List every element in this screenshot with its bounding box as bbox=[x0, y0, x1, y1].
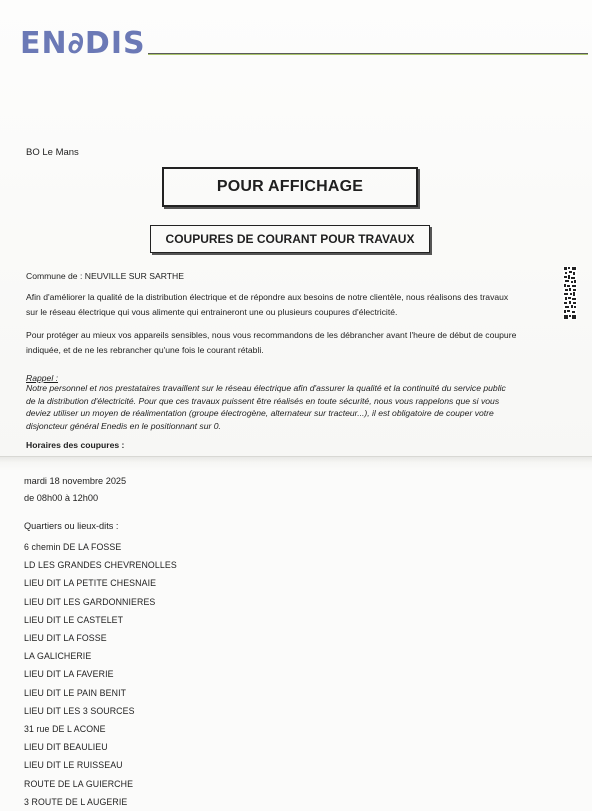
list-item: LD LES GRANDES CHEVRENOLLES bbox=[24, 560, 177, 571]
enedis-logo: EN∂DIS bbox=[20, 26, 146, 61]
list-item: ROUTE DE LA GUIERCHE bbox=[24, 778, 134, 789]
list-item: LIEU DIT LA PETITE CHESNAIE bbox=[24, 578, 157, 589]
rappel-paragraph bbox=[26, 382, 546, 432]
header-rule-accent bbox=[148, 54, 588, 55]
paper-fold bbox=[0, 456, 592, 471]
rappel-line-4: disjoncteur général Enedis en le positionnant sur 0. bbox=[26, 420, 221, 431]
schedule-block bbox=[24, 473, 126, 507]
list-item: LIEU DIT LE CASTELET bbox=[24, 614, 124, 625]
horaires-title: Horaires des coupures : bbox=[26, 440, 125, 450]
intro-line-2: sur le réseau électrique qui vous alimente qui entraineront une ou plusieurs coupures d'électricité. bbox=[26, 307, 398, 317]
advice-paragraph bbox=[26, 328, 566, 358]
commune-label: Commune de : NEUVILLE SUR SARTHE bbox=[26, 271, 184, 281]
pour-affichage-title: POUR AFFICHAGE bbox=[216, 178, 364, 195]
rappel-title: Rappel : bbox=[26, 373, 59, 383]
list-item: 31 rue DE L ACONE bbox=[24, 724, 106, 735]
rappel-line-3: deviez utiliser un moyen de réalimentation (groupe électrogène, alternateur sur tracteur...), il est obligatoire de couper votre bbox=[26, 408, 494, 418]
pour-affichage-box bbox=[162, 167, 418, 207]
agency-label: BO Le Mans bbox=[26, 147, 79, 158]
list-item: LIEU DIT BEAULIEU bbox=[24, 742, 108, 753]
intro-paragraph bbox=[26, 290, 566, 320]
list-item: LIEU DIT LES 3 SOURCES bbox=[24, 705, 135, 716]
coupures-title-box bbox=[150, 225, 430, 253]
list-item: LIEU DIT LA FAVERIE bbox=[24, 669, 114, 680]
coupures-title: COUPURES DE COURANT POUR TRAVAUX bbox=[165, 232, 415, 246]
rappel-line-1: Notre personnel et nos prestataires travaillent sur le réseau électrique afin d'assurer la qualité et la continuité du service public bbox=[26, 383, 506, 393]
list-item: 6 chemin DE LA FOSSE bbox=[24, 542, 122, 552]
list-item: 3 ROUTE DE L AUGERIE bbox=[24, 796, 128, 807]
list-item: LIEU DIT LA FOSSE bbox=[24, 633, 107, 644]
quartiers-title: Quartiers ou lieux-dits : bbox=[24, 521, 119, 531]
places-list bbox=[24, 538, 177, 811]
rappel-line-2: de la distribution d'électricité. Pour que ces travaux puissent être réalisés en toute sécurité, nous vous rappelons que si vous bbox=[26, 395, 500, 406]
advice-line-1: Pour protéger au mieux vos appareils sensibles, nous vous recommandons de les débrancher avant l'heure de début de coupure bbox=[26, 330, 517, 340]
advice-line-2: indiquée, et de ne les rebrancher qu'une fois le courant rétabli. bbox=[26, 345, 264, 355]
intro-line-1: Afin d'améliorer la qualité de la distribution électrique et de répondre aux besoins de notre clientèle, nous réalisons des travaux bbox=[26, 292, 509, 302]
list-item: LIEU DIT LE PAIN BENIT bbox=[24, 687, 127, 698]
list-item: LIEU DIT LE RUISSEAU bbox=[24, 760, 123, 771]
list-item: LIEU DIT LES GARDONNIERES bbox=[24, 596, 156, 607]
list-item: LA GALICHERIE bbox=[24, 651, 92, 662]
schedule-date: mardi 18 novembre 2025 bbox=[24, 476, 127, 486]
schedule-time: de 08h00 à 12h00 bbox=[24, 493, 99, 503]
